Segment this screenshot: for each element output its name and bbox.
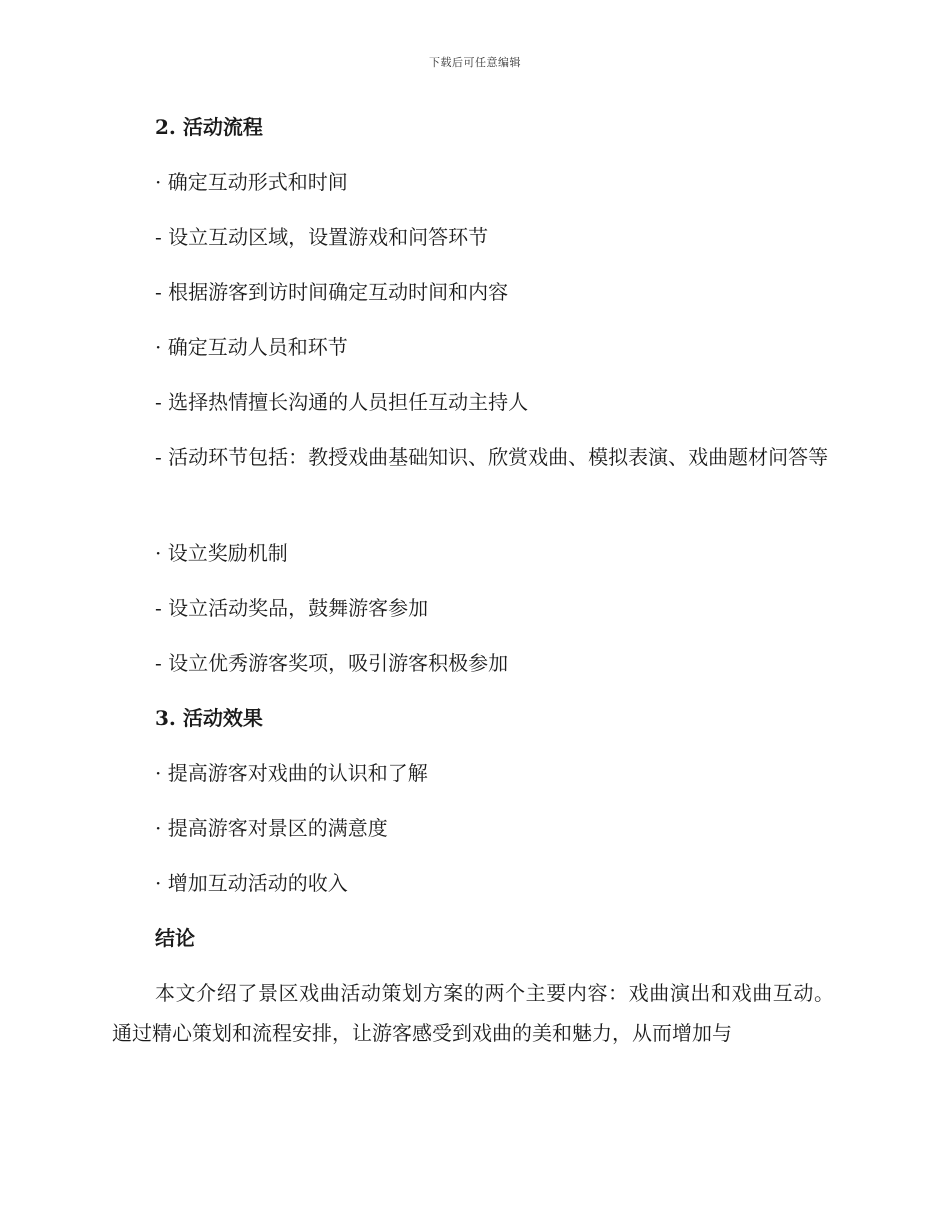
list-item-wrapped: - 活动环节包括：教授戏曲基础知识、欣赏戏曲、模拟表演、戏曲题材问答等: [155, 445, 829, 469]
list-item: · 确定互动形式和时间: [155, 170, 348, 194]
list-item: · 提高游客对景区的满意度: [155, 816, 388, 840]
list-item: · 提高游客对戏曲的认识和了解: [155, 761, 428, 785]
section-heading-effects: 3. 活动效果: [155, 706, 263, 730]
list-item: - 设立优秀游客奖项，吸引游客积极参加: [155, 651, 509, 675]
section-heading-conclusion: 结论: [155, 926, 195, 950]
list-item: - 选择热情擅长沟通的人员担任互动主持人: [155, 390, 529, 414]
list-item: · 确定互动人员和环节: [155, 335, 348, 359]
list-item: - 根据游客到访时间确定互动时间和内容: [155, 280, 509, 304]
section-heading-process: 2. 活动流程: [155, 115, 263, 139]
list-item: - 设立活动奖品，鼓舞游客参加: [155, 596, 429, 620]
list-item: - 设立互动区域，设置游戏和问答环节: [155, 225, 489, 249]
list-item: · 增加互动活动的收入: [155, 871, 348, 895]
list-item: · 设立奖励机制: [155, 541, 288, 565]
conclusion-paragraph: 本文介绍了景区戏曲活动策划方案的两个主要内容：戏曲演出和戏曲互动。通过精心策划和流程安排，让游客感受到戏曲的美和魅力，从而增加与: [112, 981, 834, 1045]
page-header: 下载后可任意编辑: [429, 56, 521, 69]
